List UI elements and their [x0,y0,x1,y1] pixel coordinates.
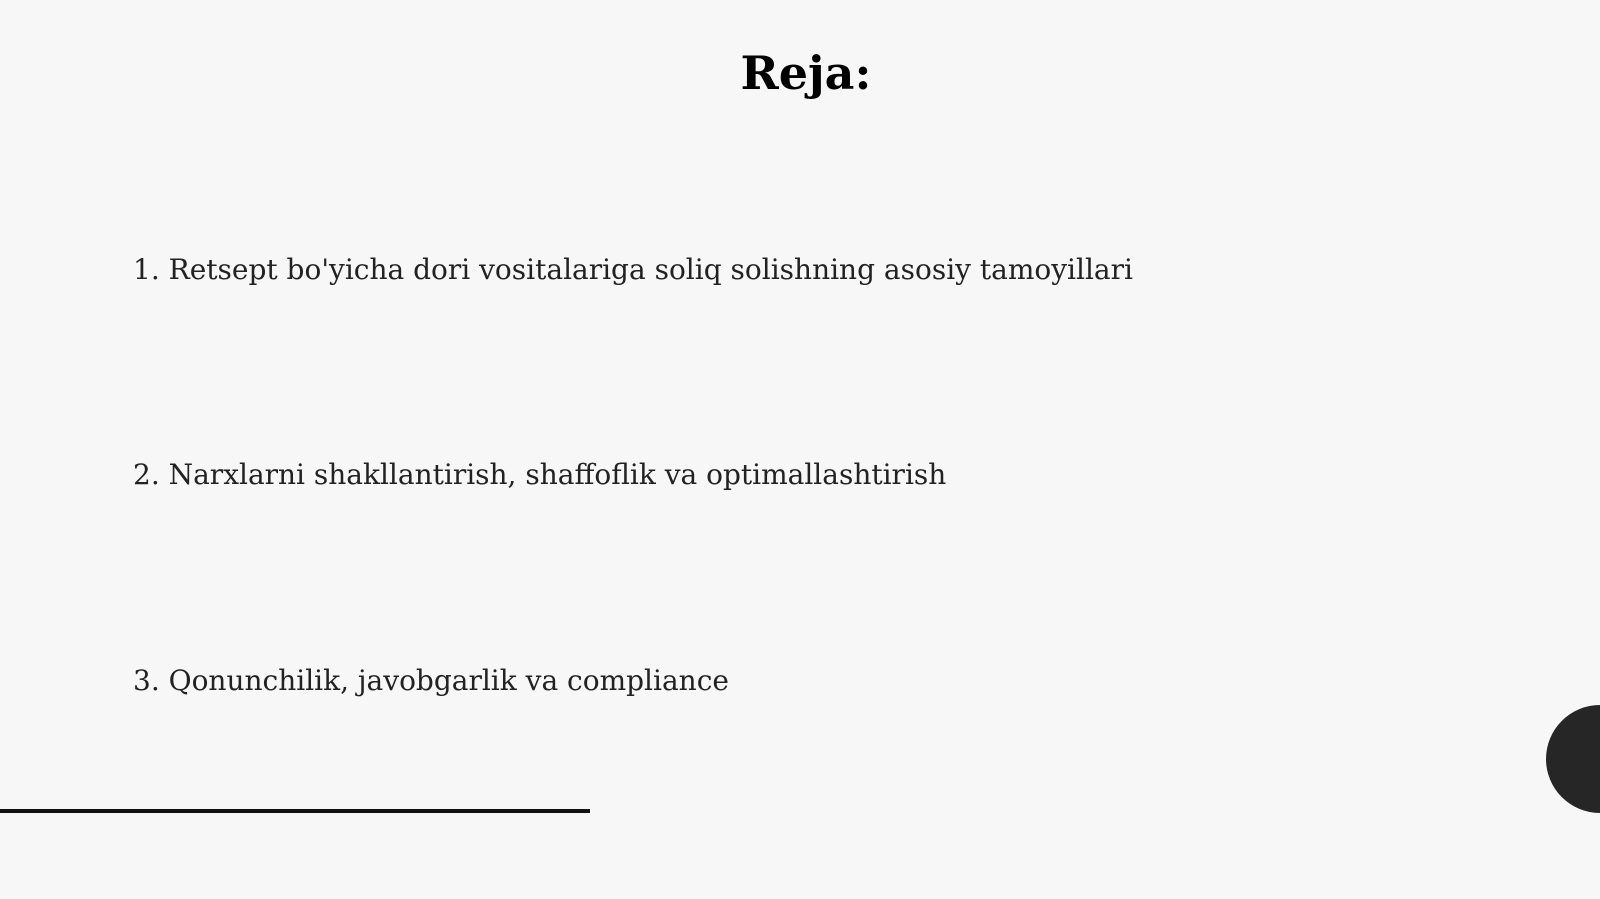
plan-item-2: 2. Narxlarni shakllantirish, shaffoflik va optimallashtirish [133,458,947,491]
slide-title: Reja: [740,46,872,100]
plan-item-3: 3. Qonunchilik, javobgarlik va compliance [133,664,729,697]
decorative-horizontal-rule [0,809,590,813]
decorative-semicircle [1546,705,1600,813]
plan-item-1: 1. Retsept bo'yicha dori vositalariga soliq solishning asosiy tamoyillari [133,253,1133,286]
